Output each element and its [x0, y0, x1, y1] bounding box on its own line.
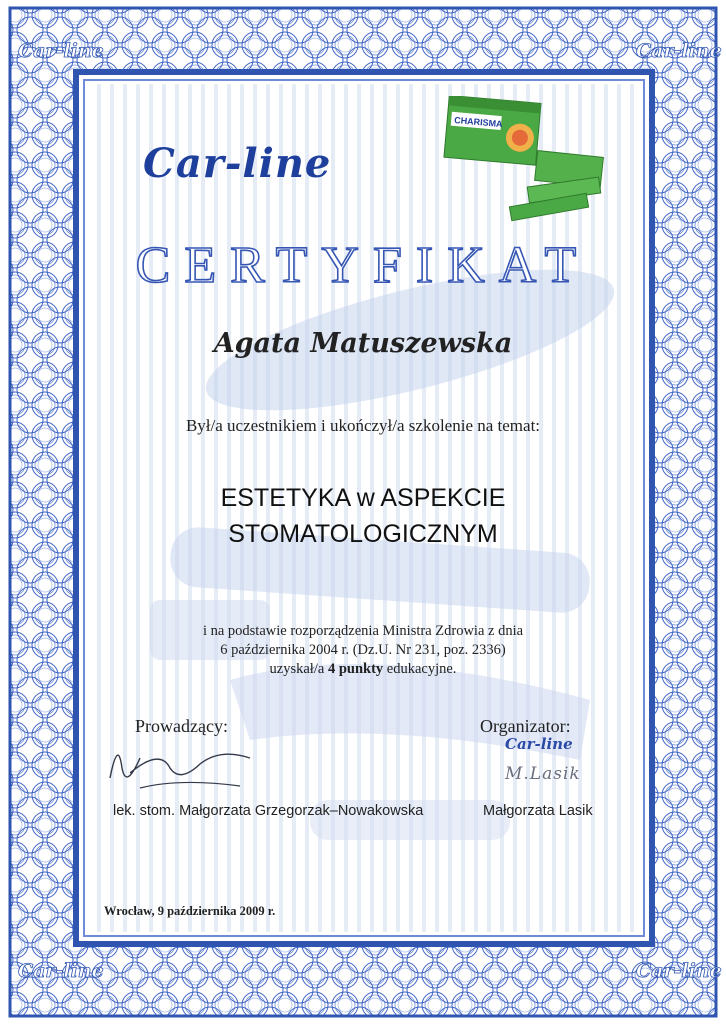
- certificate-title: CERTYFIKAT: [135, 237, 591, 294]
- organizer-company: Car-line: [505, 735, 573, 753]
- participation-text: Był/a uczestnikiem i ukończył/a szkolenie na temat:: [185, 416, 541, 435]
- course-title-line2: STOMATOLOGICZNYM: [228, 520, 498, 548]
- brand-logo: Car-line: [143, 140, 332, 187]
- organizer-label: Organizator:: [480, 716, 571, 736]
- legal-line2: 6 października 2004 r. (Dz.U. Nr 231, poz. 2336): [220, 642, 506, 658]
- lecturer-label: Prowadzący:: [135, 716, 228, 736]
- corner-logo-bottom-right: Car-line: [636, 960, 722, 982]
- legal-text: [0, 622, 726, 679]
- legal-line1: i na podstawie rozporządzenia Ministra Zdrowia z dnia: [202, 623, 524, 639]
- corner-logo-top-right: Car-line: [636, 40, 722, 62]
- recipient-name: Agata Matuszewska: [213, 328, 513, 359]
- corner-logo-bottom-left: Car-line: [18, 960, 104, 982]
- lecturer-name: lek. stom. Małgorzata Grzegorzak–Nowakowska: [113, 803, 424, 819]
- product-label: CHARISMA: [453, 114, 503, 130]
- legal-line3: [0, 660, 726, 679]
- course-title: [0, 480, 726, 552]
- points-value: 4 punkty: [327, 661, 384, 677]
- legal-line3-suffix: edukacyjne.: [383, 661, 457, 677]
- issue-date: Wrocław, 9 października 2009 r.: [104, 904, 276, 918]
- course-title-line1: ESTETYKA w ASPEKCIE: [220, 484, 506, 512]
- corner-logo-top-left: Car-line: [18, 40, 104, 62]
- legal-line3-prefix: uzyskał/a: [269, 661, 328, 677]
- product-image: [440, 96, 610, 226]
- lecturer-signature: [100, 728, 260, 798]
- organizer-signature: M.Lasik: [505, 764, 581, 784]
- organizer-name: Małgorzata Lasik: [483, 803, 593, 819]
